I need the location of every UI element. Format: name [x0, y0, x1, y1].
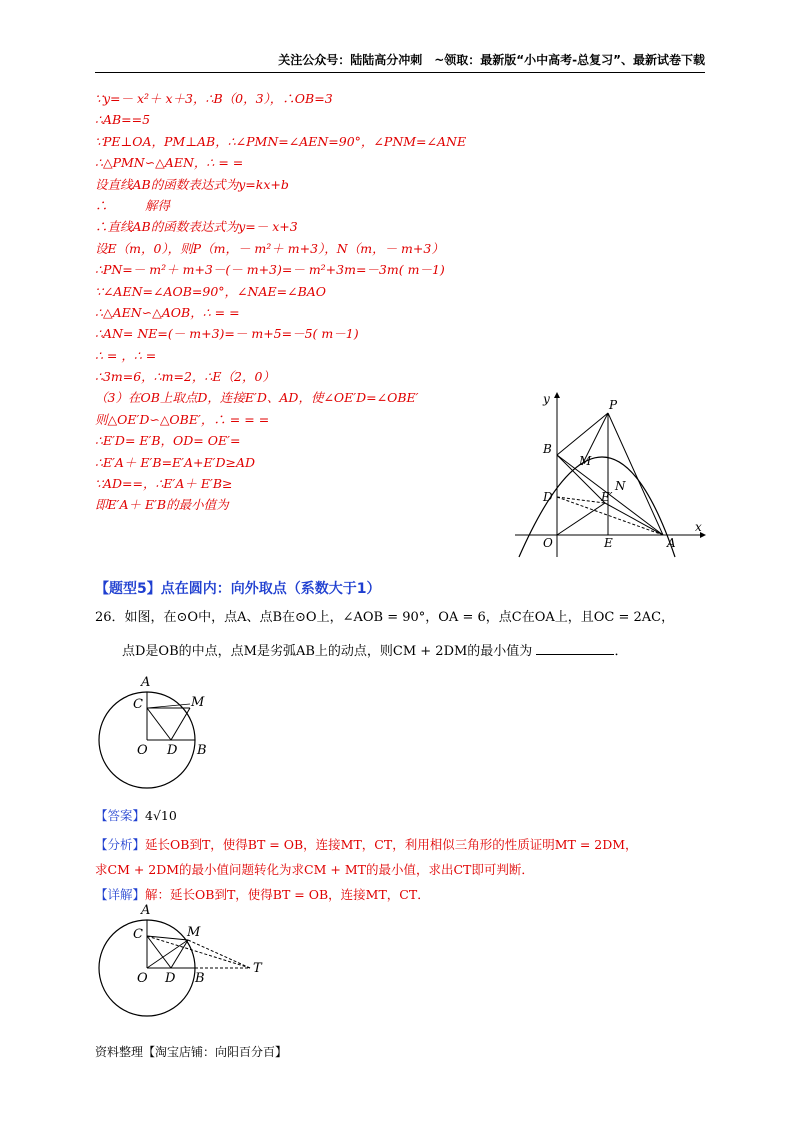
- solution-line: ∴3m=6，∴m=2，∴E（2，0）: [95, 369, 275, 385]
- solution-line: ∴△AEN∽△AOB，∴ = =: [95, 304, 240, 320]
- detail-text: 解：延长OB到T，使得BT = OB，连接MT，CT．: [145, 887, 430, 902]
- label-P: P: [609, 398, 618, 412]
- segment-PA: [608, 413, 663, 535]
- label-O: O: [543, 536, 553, 550]
- question-line-2: 点D是OB的中点，点M是劣弧AB上的动点，则CM + 2DM的最小值为 ．: [122, 644, 628, 659]
- page-footer: 资料整理【淘宝店铺：向阳百分百】: [95, 1045, 288, 1059]
- solution-line: ∵AD==，∴E′A＋ E′B≥: [95, 476, 233, 492]
- segment-DM: [171, 708, 190, 740]
- label-A: A: [141, 903, 151, 918]
- label-x: x: [695, 520, 702, 534]
- label-D: D: [543, 490, 553, 504]
- segment-MT: [188, 940, 250, 968]
- label-D: D: [167, 743, 178, 758]
- segment-CD: [147, 936, 171, 968]
- solution-line: ∴△PMN∽△AEN，∴ = =: [95, 155, 244, 171]
- solution-line: 则△OE′D∽△OBE′，∴ = = =: [95, 411, 270, 427]
- section-title: 【题型5】点在圆内：向外取点（系数大于1）: [95, 581, 381, 597]
- label-D: D: [165, 971, 176, 986]
- solution-line: ∵PE⊥OA，PM⊥AB，∴∠PMN=∠AEN=90°，∠PNM=∠ANE: [95, 133, 467, 149]
- segment-CT: [147, 936, 250, 968]
- label-M: M: [579, 454, 592, 468]
- solution-line: 即E′A＋ E′B的最小值为: [95, 497, 229, 513]
- page-header: [95, 52, 705, 73]
- analysis-text-1: 延长OB到T，使得BT = OB，连接MT，CT，利用相似三角形的性质证明MT = 2DM，: [145, 837, 638, 852]
- segment-BP: [557, 413, 608, 455]
- label-M: M: [187, 925, 201, 940]
- label-B: B: [197, 743, 207, 758]
- solution-line: ∴E′A＋ E′B=E′A+E′D≥AD: [95, 454, 256, 470]
- answer-blank: [536, 642, 614, 655]
- segment-OE1: [557, 503, 605, 535]
- label-B: B: [195, 971, 205, 986]
- solution-line: 设E（m，0），则P（m，－ m²＋ m+3），N（m，－ m+3）: [95, 240, 444, 256]
- detail-line: [95, 885, 430, 903]
- solution-block: [95, 88, 535, 516]
- solution-line: ∴直线AB的函数表达式为y=－ x+3: [95, 219, 298, 235]
- analysis-tag: 【分析】: [95, 837, 146, 852]
- answer-line: [95, 806, 177, 824]
- label-A: A: [667, 536, 676, 550]
- solution-line: ∴E′D= E′B，OD= OE′=: [95, 433, 241, 449]
- label-N: N: [615, 479, 626, 493]
- answer-tag: 【答案】: [95, 808, 146, 823]
- label-O: O: [137, 971, 148, 986]
- circle-figure: [95, 670, 215, 790]
- label-B: B: [543, 442, 552, 456]
- segment-CD: [147, 708, 171, 740]
- segment-E1A: [605, 503, 663, 535]
- solution-line: ∴ 解得: [95, 197, 171, 213]
- solution-line: （3）在OB上取点D，连接E′D、AD，使∠OE′D=∠OBE′: [95, 390, 419, 406]
- header-text: 关注公众号：陆陆高分冲刺 ~领取：最新版“小中高考-总复习”、最新试卷下载: [278, 53, 705, 67]
- label-O: O: [137, 743, 148, 758]
- question-line-1: 26．如图，在⊙O中，点A、点B在⊙O上，∠AOB = 90°，OA = 6，点C在OA上，且OC = 2AC，: [95, 610, 675, 625]
- answer-value: 4√10: [145, 808, 177, 823]
- label-A: A: [141, 675, 151, 690]
- circle-extension-figure: [95, 902, 275, 1022]
- solution-line: ∴AB==5: [95, 112, 151, 128]
- detail-tag: 【详解】: [95, 887, 146, 902]
- label-T: T: [253, 961, 262, 976]
- solution-line: 设直线AB的函数表达式为y=kx+b: [95, 176, 289, 192]
- solution-line: ∵y=－ x²＋ x＋3，∴B（0，3），∴OB=3: [95, 91, 333, 106]
- solution-line: ∴ = ，∴ =: [95, 347, 157, 363]
- label-C: C: [133, 697, 143, 712]
- label-M: M: [191, 695, 205, 710]
- label-E1: E′: [601, 490, 613, 504]
- question-text: 点D是OB的中点，点M是劣弧AB上的动点，则CM + 2DM的最小值为: [122, 644, 533, 659]
- analysis-line-2: 求CM + 2DM的最小值问题转化为求CM + MT的最小值，求出CT即可判断．: [95, 862, 534, 877]
- solution-line: ∴AN= NE=(－ m+3)=－ m+5=－5( m－1): [95, 326, 359, 342]
- solution-line: ∴PN=－ m²＋ m+3－(－ m+3)=－ m²+3m=－3m( m－1): [95, 262, 445, 278]
- segment-OM: [147, 704, 190, 708]
- label-y: y: [543, 392, 550, 406]
- solution-line: ∵∠AEN=∠AOB=90°，∠NAE=∠BAO: [95, 283, 327, 299]
- analysis-line-1: [95, 835, 638, 853]
- label-C: C: [133, 927, 143, 942]
- label-E: E: [604, 536, 613, 550]
- parabola-figure: [505, 385, 715, 565]
